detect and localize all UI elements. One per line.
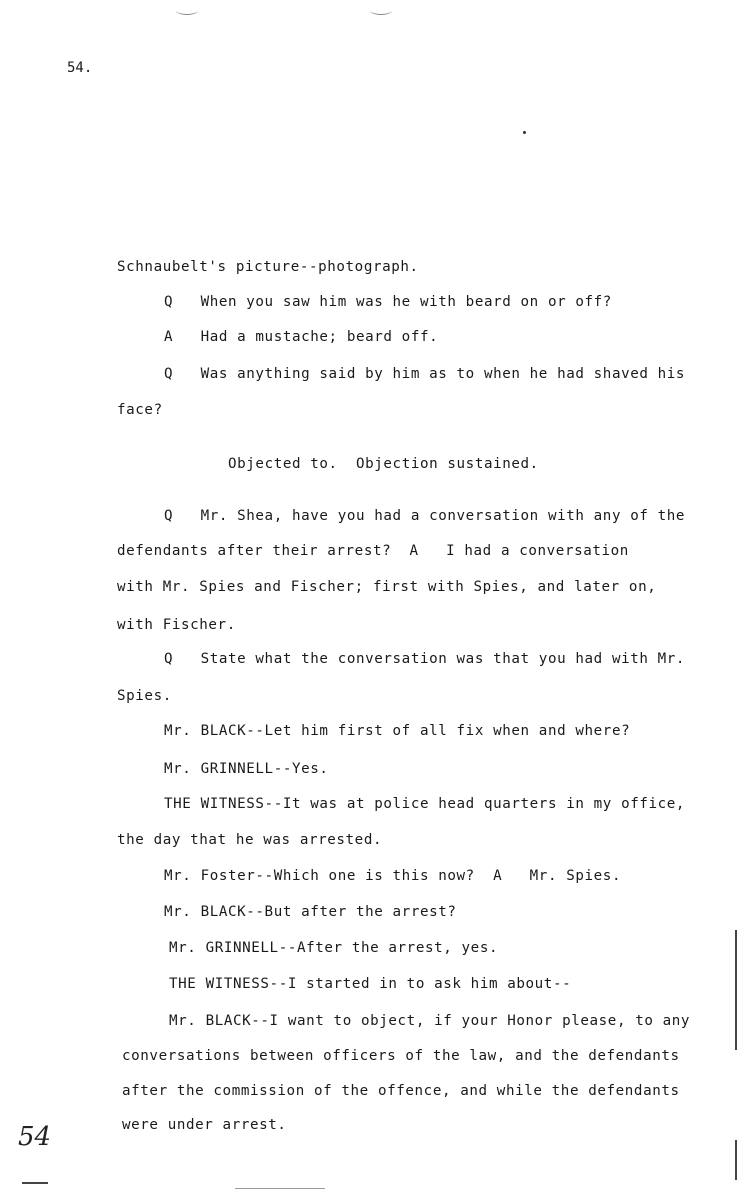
- question-line: Q State what the conversation was that you had with Mr.: [164, 651, 686, 667]
- question-line: Q Mr. Shea, have you had a conversation with any of the: [164, 508, 686, 524]
- speaker-line: Mr. BLACK--But after the arrest?: [164, 904, 457, 920]
- page-edge-line: [735, 1140, 737, 1180]
- answer-line: A Had a mustache; beard off.: [164, 329, 439, 345]
- text-line: face?: [117, 402, 163, 418]
- margin-dash: [22, 1182, 48, 1184]
- text-line: conversations between officers of the law, and the defendants: [122, 1048, 680, 1064]
- handwritten-page-mark: 54: [18, 1122, 52, 1152]
- ruling-line: Objected to. Objection sustained.: [228, 456, 539, 472]
- text-line: defendants after their arrest? A I had a conversation: [117, 543, 629, 559]
- text-line: with Mr. Spies and Fischer; first with Spies, and later on,: [117, 579, 657, 595]
- speaker-line: Mr. GRINNELL--Yes.: [164, 761, 329, 777]
- text-line: were under arrest.: [122, 1117, 287, 1133]
- speaker-line: Mr. Foster--Which one is this now? A Mr. Spies.: [164, 868, 622, 884]
- speaker-line: Mr. BLACK--I want to object, if your Honor please, to any: [169, 1013, 691, 1029]
- question-line: Q When you saw him was he with beard on or off?: [164, 294, 612, 310]
- speaker-line: Mr. GRINNELL--After the arrest, yes.: [169, 940, 499, 956]
- speaker-line: THE WITNESS--I started in to ask him about--: [169, 976, 572, 992]
- speaker-line: THE WITNESS--It was at police head quarters in my office,: [164, 796, 686, 812]
- text-line: Schnaubelt's picture--photograph.: [117, 259, 419, 275]
- speaker-line: Mr. BLACK--Let him first of all fix when and where?: [164, 723, 631, 739]
- text-line: after the commission of the offence, and while the defendants: [122, 1083, 680, 1099]
- page-edge-line: [735, 930, 737, 1050]
- text-line: with Fischer.: [117, 617, 236, 633]
- ink-speck: [523, 131, 526, 134]
- text-line: the day that he was arrested.: [117, 832, 383, 848]
- page-number: 54.: [67, 60, 93, 76]
- punch-hole-mark: [176, 6, 198, 15]
- text-line: Spies.: [117, 688, 172, 704]
- punch-hole-mark: [370, 6, 392, 15]
- question-line: Q Was anything said by him as to when he had shaved his: [164, 366, 686, 382]
- bottom-smudge: [235, 1188, 325, 1189]
